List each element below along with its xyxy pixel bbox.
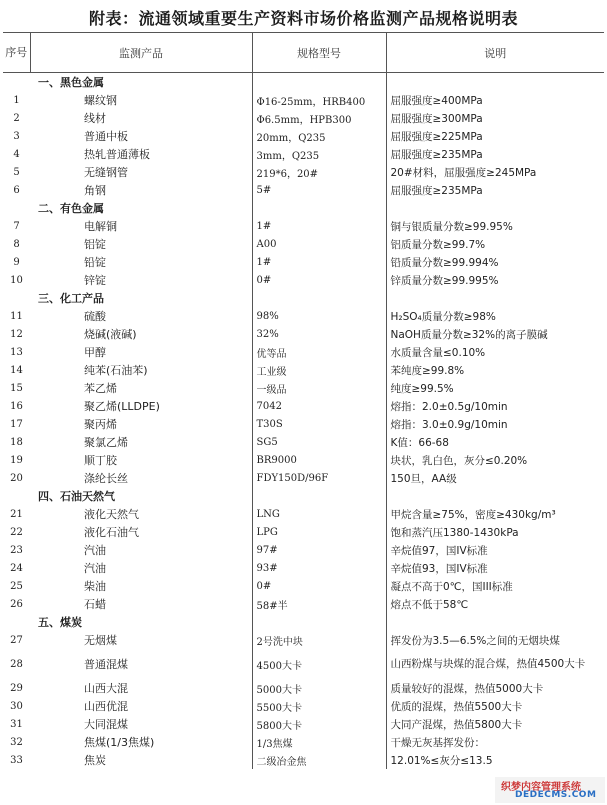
table-row	[3, 325, 604, 343]
category-label: 二、有色金属	[38, 202, 104, 215]
row-spec: BR9000	[252, 451, 386, 469]
row-desc: 12.01%≤灰分≤13.5	[386, 751, 604, 769]
row-desc: 饱和蒸汽压1380-1430kPa	[386, 523, 604, 541]
table-row	[3, 127, 604, 145]
table-header-row	[3, 33, 604, 73]
table-row	[3, 451, 604, 469]
row-desc: 20#材料，屈服强度≥245MPa	[386, 163, 604, 181]
row-seq: 20	[10, 472, 23, 484]
table-row	[3, 649, 604, 679]
row-seq: 33	[10, 754, 23, 766]
category-row	[3, 487, 604, 505]
row-seq: 21	[10, 508, 23, 520]
row-spec: 1#	[252, 217, 386, 235]
row-product-name: 热轧普通薄板	[84, 148, 150, 161]
table-row	[3, 163, 604, 181]
table-row	[3, 271, 604, 289]
row-spec: 二级冶金焦	[252, 751, 386, 769]
row-product-name: 电解铜	[84, 220, 117, 233]
table-row	[3, 577, 604, 595]
row-desc: 150旦，AA级	[386, 469, 604, 487]
row-desc: 屈服强度≥225MPa	[386, 127, 604, 145]
row-desc: 熔指：3.0±0.9g/10min	[386, 415, 604, 433]
category-seq-cell	[3, 199, 30, 217]
row-seq: 2	[13, 112, 20, 124]
table-row	[3, 559, 604, 577]
row-spec: 5500大卡	[252, 697, 386, 715]
header-name: 监测产品	[30, 33, 252, 73]
row-spec: 3mm，Q235	[252, 145, 386, 163]
row-spec: 32%	[252, 325, 386, 343]
row-seq: 3	[13, 130, 20, 142]
row-seq: 9	[13, 256, 20, 268]
row-product-name: 无缝钢管	[84, 166, 128, 179]
row-seq: 22	[10, 526, 23, 538]
row-seq: 27	[10, 634, 23, 646]
row-product-name: 普通中板	[84, 130, 128, 143]
row-product-name: 大同混煤	[84, 718, 128, 731]
table-row	[3, 541, 604, 559]
row-product-name: 甲醇	[84, 346, 106, 359]
row-product-name: 聚乙烯(LLDPE)	[84, 400, 160, 413]
row-product-name: 柴油	[84, 580, 106, 593]
row-seq: 32	[10, 736, 23, 748]
category-label: 四、石油天然气	[38, 490, 115, 503]
row-spec: 20mm，Q235	[252, 127, 386, 145]
table-row	[3, 145, 604, 163]
row-product-name: 硫酸	[84, 310, 106, 323]
row-desc: 甲烷含量≥75%，密度≥430kg/m³	[386, 505, 604, 523]
category-spec-cell	[252, 73, 386, 92]
table-row	[3, 343, 604, 361]
category-spec-cell	[252, 289, 386, 307]
row-seq: 12	[10, 328, 23, 340]
row-spec: 优等品	[252, 343, 386, 361]
row-spec: 98%	[252, 307, 386, 325]
row-desc: 凝点不高于0℃，国III标准	[386, 577, 604, 595]
row-desc: 屈服强度≥235MPa	[386, 145, 604, 163]
table-row	[3, 361, 604, 379]
row-spec: 93#	[252, 559, 386, 577]
row-seq: 24	[10, 562, 23, 574]
row-seq: 6	[13, 184, 20, 196]
row-desc: 屈服强度≥235MPa	[386, 181, 604, 199]
row-desc: 熔点不低于58℃	[386, 595, 604, 613]
row-seq: 15	[10, 382, 23, 394]
row-seq: 31	[10, 718, 23, 730]
row-seq: 18	[10, 436, 23, 448]
row-spec: 58#半	[252, 595, 386, 613]
row-seq: 8	[13, 238, 20, 250]
table-body	[3, 73, 604, 770]
row-product-name: 螺纹钢	[84, 94, 117, 107]
table-row	[3, 595, 604, 613]
category-seq-cell	[3, 487, 30, 505]
header-seq: 序号	[3, 33, 30, 73]
category-row	[3, 199, 604, 217]
category-label: 五、煤炭	[38, 616, 82, 629]
row-seq: 14	[10, 364, 23, 376]
category-desc-cell	[386, 73, 604, 92]
row-desc: 屈服强度≥400MPa	[386, 91, 604, 109]
table-row	[3, 397, 604, 415]
category-desc-cell	[386, 199, 604, 217]
row-product-name: 聚丙烯	[84, 418, 117, 431]
row-desc: 锌质量分数≥99.995%	[386, 271, 604, 289]
row-spec: 4500大卡	[252, 649, 386, 679]
table-row	[3, 235, 604, 253]
table-row	[3, 433, 604, 451]
row-spec: SG5	[252, 433, 386, 451]
category-label: 一、黑色金属	[38, 76, 104, 89]
table-row	[3, 733, 604, 751]
row-desc: NaOH质量分数≥32%的离子膜碱	[386, 325, 604, 343]
row-seq: 10	[10, 274, 23, 286]
row-product-name: 普通混煤	[84, 658, 128, 671]
row-desc: 山西粉煤与块煤的混合煤，热值4500大卡	[386, 649, 604, 679]
row-product-name: 聚氯乙烯	[84, 436, 128, 449]
row-seq: 13	[10, 346, 23, 358]
row-desc: 挥发份为3.5—6.5%之间的无烟块煤	[386, 631, 604, 649]
row-desc: 优质的混煤，热值5500大卡	[386, 697, 604, 715]
row-spec: Φ6.5mm，HPB300	[252, 109, 386, 127]
row-spec: 219*6，20#	[252, 163, 386, 181]
row-seq: 4	[13, 148, 20, 160]
table-row	[3, 415, 604, 433]
row-product-name: 焦煤(1/3焦煤)	[84, 736, 155, 749]
row-desc: H₂SO₄质量分数≥98%	[386, 307, 604, 325]
row-product-name: 石蜡	[84, 598, 106, 611]
watermark-stamp	[495, 777, 605, 803]
row-seq: 29	[10, 682, 23, 694]
category-spec-cell	[252, 487, 386, 505]
category-seq-cell	[3, 613, 30, 631]
row-desc: 苯纯度≥99.8%	[386, 361, 604, 379]
row-spec: LNG	[252, 505, 386, 523]
row-seq: 5	[13, 166, 20, 178]
table-row	[3, 697, 604, 715]
row-product-name: 涤纶长丝	[84, 472, 128, 485]
row-desc: 干燥无灰基挥发份：	[386, 733, 604, 751]
row-desc: 铅质量分数≥99.994%	[386, 253, 604, 271]
row-spec: 0#	[252, 271, 386, 289]
watermark-line1: 织梦内容管理系统	[501, 782, 581, 793]
row-desc: 块状，乳白色，灰分≤0.20%	[386, 451, 604, 469]
row-desc: 大同产混煤，热值5800大卡	[386, 715, 604, 733]
row-product-name: 山西大混	[84, 682, 128, 695]
row-desc: 纯度≥99.5%	[386, 379, 604, 397]
spec-table	[3, 32, 604, 769]
row-product-name: 铅锭	[84, 256, 106, 269]
row-product-name: 铝锭	[84, 238, 106, 251]
row-spec: LPG	[252, 523, 386, 541]
row-desc: 辛烷值93，国IV标准	[386, 559, 604, 577]
row-seq: 28	[10, 658, 23, 670]
row-desc: 水质量含量≤0.10%	[386, 343, 604, 361]
category-row	[3, 73, 604, 92]
row-seq: 23	[10, 544, 23, 556]
row-desc: K值：66-68	[386, 433, 604, 451]
row-spec: 5#	[252, 181, 386, 199]
table-row	[3, 523, 604, 541]
table-row	[3, 253, 604, 271]
table-row	[3, 217, 604, 235]
category-seq-cell	[3, 73, 30, 92]
row-desc: 熔指：2.0±0.5g/10min	[386, 397, 604, 415]
table-row	[3, 91, 604, 109]
row-product-name: 汽油	[84, 562, 106, 575]
row-spec: 工业级	[252, 361, 386, 379]
category-desc-cell	[386, 289, 604, 307]
table-row	[3, 469, 604, 487]
row-spec: 7042	[252, 397, 386, 415]
table-row	[3, 307, 604, 325]
row-seq: 26	[10, 598, 23, 610]
header-desc: 说明	[386, 33, 604, 73]
table-row	[3, 751, 604, 769]
row-seq: 25	[10, 580, 23, 592]
row-desc: 屈服强度≥300MPa	[386, 109, 604, 127]
row-desc: 铜与银质量分数≥99.95%	[386, 217, 604, 235]
row-seq: 16	[10, 400, 23, 412]
category-seq-cell	[3, 289, 30, 307]
row-seq: 7	[13, 220, 20, 232]
row-product-name: 汽油	[84, 544, 106, 557]
category-row	[3, 613, 604, 631]
table-row	[3, 715, 604, 733]
table-row	[3, 181, 604, 199]
page-title: 附表：流通领域重要生产资料市场价格监测产品规格说明表	[88, 9, 518, 28]
category-spec-cell	[252, 613, 386, 631]
table-row	[3, 109, 604, 127]
row-product-name: 线材	[84, 112, 106, 125]
row-spec: T30S	[252, 415, 386, 433]
row-spec: Φ16-25mm，HRB400	[252, 91, 386, 109]
row-seq: 17	[10, 418, 23, 430]
category-label: 三、化工产品	[38, 292, 104, 305]
row-seq: 1	[13, 94, 20, 106]
header-spec: 规格型号	[252, 33, 386, 73]
row-spec: 5800大卡	[252, 715, 386, 733]
row-spec: FDY150D/96F	[252, 469, 386, 487]
row-seq: 19	[10, 454, 23, 466]
row-spec: A00	[252, 235, 386, 253]
category-desc-cell	[386, 613, 604, 631]
row-product-name: 焦炭	[84, 754, 106, 767]
row-product-name: 角钢	[84, 184, 106, 197]
row-product-name: 锌锭	[84, 274, 106, 287]
row-product-name: 苯乙烯	[84, 382, 117, 395]
row-spec: 2号洗中块	[252, 631, 386, 649]
row-seq: 11	[10, 310, 23, 322]
table-row	[3, 505, 604, 523]
row-spec: 1/3焦煤	[252, 733, 386, 751]
row-seq: 30	[10, 700, 23, 712]
table-row	[3, 679, 604, 697]
row-product-name: 顺丁胶	[84, 454, 117, 467]
row-product-name: 无烟煤	[84, 634, 117, 647]
row-spec: 0#	[252, 577, 386, 595]
row-desc: 质量较好的混煤，热值5000大卡	[386, 679, 604, 697]
row-product-name: 山西优混	[84, 700, 128, 713]
table-row	[3, 379, 604, 397]
category-spec-cell	[252, 199, 386, 217]
row-spec: 一级品	[252, 379, 386, 397]
row-product-name: 液化天然气	[84, 508, 139, 521]
row-spec: 1#	[252, 253, 386, 271]
category-row	[3, 289, 604, 307]
row-spec: 97#	[252, 541, 386, 559]
watermark-line2: DEDECMS.COM	[515, 790, 597, 800]
row-desc: 辛烷值97，国IV标准	[386, 541, 604, 559]
row-desc: 铝质量分数≥99.7%	[386, 235, 604, 253]
row-spec: 5000大卡	[252, 679, 386, 697]
row-product-name: 烧碱(液碱)	[84, 328, 137, 341]
table-row	[3, 631, 604, 649]
category-desc-cell	[386, 487, 604, 505]
row-product-name: 液化石油气	[84, 526, 139, 539]
row-product-name: 纯苯(石油苯)	[84, 364, 148, 377]
